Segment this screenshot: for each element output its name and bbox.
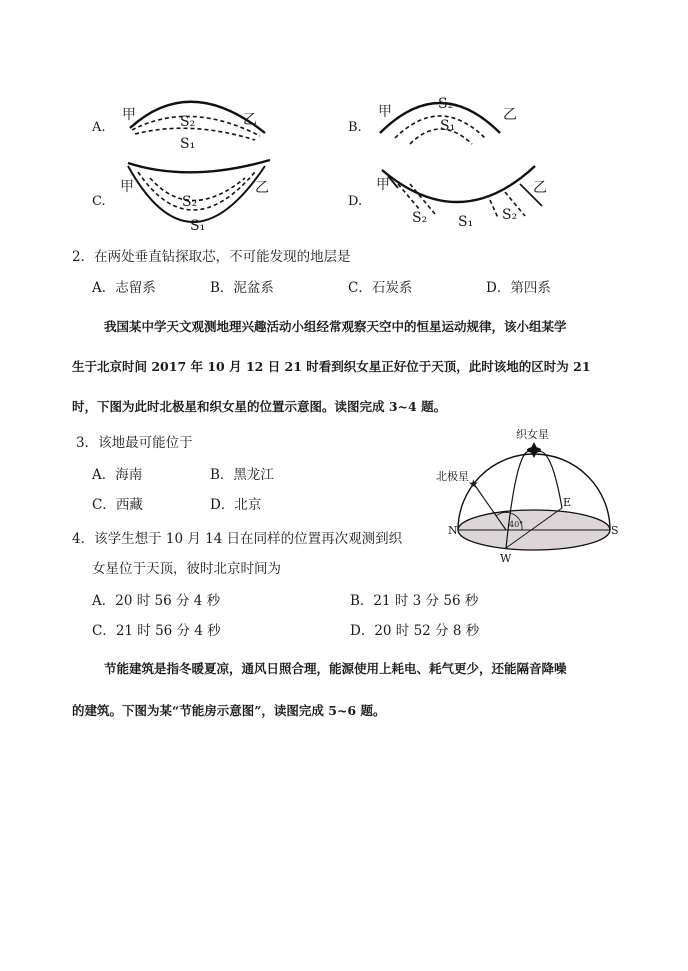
polaris-star-icon: ★ (468, 477, 479, 491)
q2-stem: 2．在两处垂直钻探取芯，不可能发现的地层是 (72, 249, 351, 265)
q3-option-b: B．黑龙江 (210, 467, 274, 483)
passage1-line1: 我国某中学天文观测地理兴趣活动小组经常观察天空中的恒星运动规律，该小组某学 (104, 319, 567, 334)
diagram-a-left-label: 甲 (122, 107, 136, 123)
diagram-c-s2-label: S₂ (182, 194, 198, 210)
q4-option-c: C．21 时 56 分 4 秒 (92, 623, 221, 639)
diagram-a-s1-label: S₁ (180, 136, 196, 152)
diagram-d-s1-label: S₁ (458, 214, 474, 230)
fold-diagrams (80, 88, 560, 238)
q2-option-b: B．泥盆系 (210, 280, 274, 296)
q2-option-c: C．石炭系 (348, 280, 413, 296)
diagram-a-s2-label: S₂ (180, 114, 196, 130)
north-label: N (448, 524, 458, 537)
q3-option-c: C．西藏 (92, 497, 143, 513)
diagram-b-s2-label: S₂ (438, 96, 454, 112)
polaris-label: 北极星 (436, 470, 469, 483)
passage2-line2: 的建筑。下图为某“节能房示意图”，读图完成 5~6 题。 (72, 703, 386, 718)
diagram-c-left-label: 甲 (120, 179, 134, 195)
diagram-c-s1-label: S₁ (190, 218, 206, 234)
west-label: W (500, 552, 512, 565)
passage2-line1: 节能建筑是指冬暖夏凉，通风日照合理，能源使用上耗电、耗气更少，还能隔音降噪 (104, 661, 567, 676)
q4-option-b: B．21 时 3 分 56 秒 (350, 593, 479, 609)
q4-stem-line1: 4．该学生想于 10 月 14 日在同样的位置再次观测到织 (72, 531, 403, 547)
diagram-d-option: D. (348, 194, 363, 209)
q4-option-d: D．20 时 52 分 8 秒 (350, 623, 480, 639)
east-label: E (563, 496, 572, 509)
q4-option-a: A．20 时 56 分 4 秒 (92, 593, 221, 609)
vega-label: 织女星 (516, 428, 549, 441)
diagram-b-s1-label: S₁ (440, 118, 456, 134)
diagram-b-option: B. (348, 120, 362, 135)
diagram-d (382, 166, 542, 218)
passage1-line3: 时，下图为此时北极星和织女星的位置示意图。读图完成 3~4 题。 (72, 399, 447, 414)
passage1-line2: 生于北京时间 2017 年 10 月 12 日 21 时看到织女星正好位于天顶，此时该地的区时为 21 (72, 359, 591, 374)
angle-label: 40° (509, 520, 524, 529)
diagram-b-left-label: 甲 (378, 104, 392, 120)
diagram-a-option: A. (92, 120, 106, 135)
diagram-a-right-label: 乙 (243, 112, 257, 128)
q3-option-d: D．北京 (210, 497, 262, 513)
diagram-b-right-label: 乙 (503, 107, 517, 123)
q2-option-d: D．第四系 (486, 280, 551, 296)
diagram-d-s2b-label: S₂ (502, 207, 518, 223)
diagram-d-left-label: 甲 (376, 177, 390, 193)
diagram-c-option: C. (92, 194, 106, 209)
diagram-d-s2a-label: S₂ (412, 210, 428, 226)
diagram-c-right-label: 乙 (255, 180, 269, 196)
celestial-sphere-diagram (430, 424, 626, 572)
diagram-d-right-label: 乙 (533, 180, 547, 196)
q2-option-a: A．志留系 (92, 280, 156, 296)
q3-option-a: A．海南 (92, 467, 143, 483)
south-label: S (611, 524, 619, 537)
q4-stem-line2: 女星位于天顶，彼时北京时间为 (92, 561, 281, 577)
q3-stem: 3．该地最可能位于 (76, 435, 193, 451)
diagram-c (128, 160, 270, 222)
